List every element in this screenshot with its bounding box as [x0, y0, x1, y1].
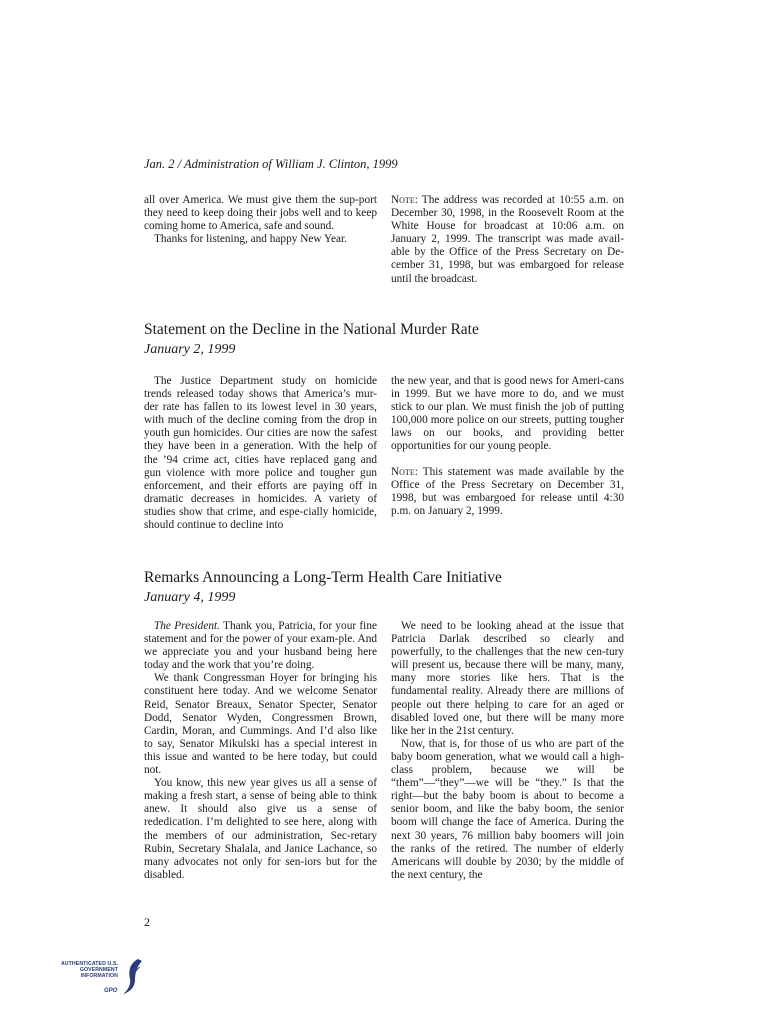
note-label: Note:: [391, 465, 418, 478]
running-head: Jan. 2 / Administration of William J. Clinton, 1999: [144, 157, 398, 171]
remarks-right-column: [391, 620, 624, 882]
remarks-left-column: [144, 620, 377, 882]
note-label: Note:: [391, 194, 418, 206]
paragraph: We need to be looking ahead at the issue that Patricia Darlak described so clearly and powerfully, to the challenges that the new cen-tury will present us, because there will be many, many, many more stories like hers. That is the fundamental reality. Already there are millions of people out there helping to care for an aged or disabled loved one, but there will be many more like her in the 21st century.: [391, 620, 624, 737]
paragraph: We thank Congressman Hoyer for bringing his constituent here today. And we welcome Senator Reid, Senator Breaux, Senator Specter, Senator Dodd, Senator Wyden, Congressmen Brown, Cardin, Moran, and Cummings. And I’d also like to say, Senator Mikulski has a special interest in this issue and wanted to be here today, but could not.: [144, 672, 377, 777]
eagle-icon: [120, 957, 144, 997]
paragraph: Thanks for listening, and happy New Year.: [154, 233, 347, 246]
seal-text: AUTHENTICATED U.S. GOVERNMENT INFORMATION: [60, 961, 118, 979]
note: [391, 466, 624, 518]
note-text: This statement was made available by the Office of the Press Secretary on December 31, 1998, but was embargoed for release until 4:30 p.m. on January 2, 1999.: [391, 465, 624, 517]
paragraph: The Justice Department study on homicide trends released today shows that America’s mur-der rate has fallen to its lowest level in 30 years, with much of the decline coming from the drop in youth gun homicides. Our cities are now the safest they have been in a generation. With the help of the ’94 crime act, cities have replaced gang and gun violence with more police and tougher gun enforcement, and their efforts are paying off in dramatic decreases in homicides. A variety of studies show that crime, and espe-cially homicide, should continue to decline into: [144, 375, 377, 532]
note-text: The address was recorded at 10:55 a.m. on December 30, 1998, in the Roosevelt Room at the White House for broadcast at 10:06 a.m. on January 2, 1999. The transcript was made avail-able by the Office of the Press Secretary on De-cember 31, 1998, but was embargoed for release until the broadcast.: [391, 194, 624, 285]
statement-left-column: [144, 375, 377, 532]
note: [391, 194, 624, 286]
statement-right-column: [391, 375, 624, 518]
paragraph: You know, this new year gives us all a sense of making a fresh start, a sense of being able to think anew. It should also give us a sense of rededication. I’m delighted to see here, along with the members of our administration, Sec-retary Rubin, Secretary Shalala, and Janice Lachance, so many advocates not only for sen-iors but for the disabled.: [144, 777, 377, 881]
paragraph-text: Thank you, Patricia, for your fine statement and for the power of your exam-ple. And we appreciate you and your husband being here today and the work that you’re doing.: [144, 620, 377, 672]
section-title: Statement on the Decline in the National Murder Rate: [144, 321, 479, 338]
seal-agency: GPO: [104, 988, 118, 994]
paragraph: the new year, and that is good news for Ameri-cans in 1999. But we have more to do, and we must stick to our plan. We must finish the job of putting 100,000 more police on our streets, putting tougher laws on our books, and providing better opportunities for our young people.: [391, 375, 624, 453]
speaker-label: The President.: [154, 620, 220, 632]
section-date: January 2, 1999: [144, 342, 236, 357]
paragraph: all over America. We must give them the sup-port they need to keep doing their jobs well and to keep coming home to America, safe and sound.: [144, 194, 377, 233]
paragraph: [144, 620, 377, 672]
section-date: January 4, 1999: [144, 590, 236, 605]
page-number: 2: [144, 915, 150, 929]
authentication-seal: [60, 957, 142, 1007]
section-title: Remarks Announcing a Long-Term Health Care Initiative: [144, 569, 502, 586]
address-note-column: [391, 194, 624, 286]
address-closing-column: [144, 194, 377, 246]
paragraph: Now, that is, for those of us who are part of the baby boom generation, what we would call a high-class problem, because we will be “them”—“they”—we will be “they.” Is that the right—but the baby boom is about to become a senior boom, and like the baby boom, the senior boom will change the face of America. During the next 30 years, 76 million baby boomers will join the ranks of the retired. The number of elderly Americans will double by 2030; by the middle of the next century, the: [391, 737, 624, 881]
